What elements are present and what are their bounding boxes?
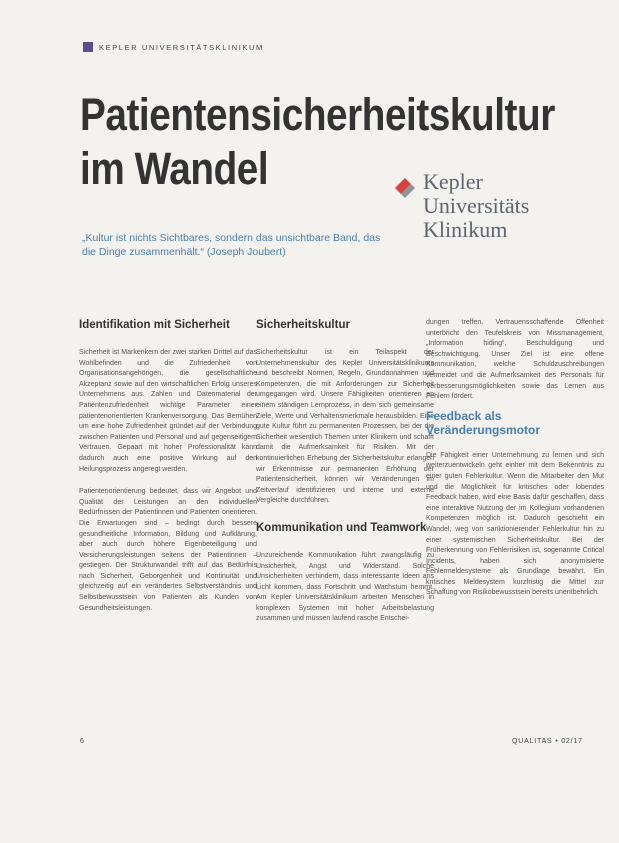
logo-wordmark xyxy=(423,170,583,242)
intro-quote: „Kultur ist nichts Sichtbares, sondern das unsichtbare Band, das die Dinge zusammenhält.“ (Joseph Joubert) xyxy=(82,232,381,258)
heading-identifikation: Identifikation mit Sicherheit xyxy=(79,319,230,331)
heading-feedback: Feedback als Veränderungsmotor xyxy=(426,408,541,437)
paragraph: Die Fähigkeit einer Unternehmung zu lernen und sich weiterzuentwickeln geht einher mit dem Bekenntnis zu einer guten Fehlerkultur. Wenn die Mitarbeiter den Mut und die Möglichkeit für kritisches oder lobendes Feedback haben, wird eine Basis dafür geschaffen, dass eine interaktive Nutzung der im Kollegium vorhandenen Kompetenzen möglich ist. Dadurch geschieht ein Wandel, weg von sanktionierender Fehlerkultur hin zu einer systemischen Sicherheitskultur. Bei der Früherkennung von Fehlerrisiken ist, sogenannte Critical Incidents, haben sich anonymisierte Fehlermeldesysteme als Grundlage bewährt. Ein kritisches Meldesystem kurzfristig die Mittel zur Schaffung von Risikobewusstsein bereits unentbehrlich. xyxy=(426,451,604,597)
paragraph: Unzureichende Kommunikation führt zwangsläufig zu Unsicherheit, Angst und Widerstand. Solche Unsicherheiten verhindern, dass interessante Ideen ans Licht kommen, dass Fortschritt und Wachstum hemmt. Am Kepler Universitätsklinikum arbeiten Menschen in komplexen Systemen mit hoher Arbeitsbelastung zusammen und müssen laufend rasche Entschei- xyxy=(256,551,434,623)
heading-kommunikation: Kommunikation und Teamwork xyxy=(256,521,427,534)
section-label: KEPLER UNIVERSITÄTSKLINIKUM xyxy=(99,42,264,52)
paragraph: Sicherheitskultur ist ein Teilaspekt der Unternehmenskultur des Kepler Universitätsklinikums und beschreibt Normen, Regeln, Grundannahmen und Kompetenzen, die mit Anforderungen zur Sicherheit umgegangen wird. Unsere Fähigkeiten orientieren an einem ständigen Lernprozess, in dem sich gemeinsame Ziele, Werte und Verhaltensmerkmale herausbilden. Eine gute Kultur führt zu permanenten Prozessen, bei der die Sicherheit wesentlich Themen unter Klinikern und schafft damit die Aufmerksamkeit für Risiken. Mit der kontinuierlichen Erhebung der Sicherheitskultur erlangen wir Erkenntnisse zur permanenten Erhöhung der Patientensicherheit, können wir Veränderungen im Zeitverlauf identifizieren und interne und externe Vergleiche durchführen. xyxy=(256,349,434,505)
page-number: 6 xyxy=(80,738,84,745)
issue-label: QUALITAS • 02/17 xyxy=(512,738,583,745)
heading-sicherheitskultur: Sicherheitskultur xyxy=(256,319,350,331)
column-1 xyxy=(79,318,257,626)
paragraph: dungen treffen. Vertrauensschaffende Offenheit unterbricht den Teufelskreis von Missmanagement, „Information hiding“, Beschuldigung und Beschwichtigung. Unser Ziel ist eine offene Kommunikation, welche Schuldzuschreibungen vermeidet und die Aufmerksamkeit des Personals für Verbesserungsmöglichkeiten sowie das Lernen aus Fehlern fördert. xyxy=(426,319,604,401)
logo-line-1: Kepler xyxy=(423,169,483,194)
column-2 xyxy=(256,318,434,637)
logo-line-3: Klinikum xyxy=(423,217,508,242)
column-3 xyxy=(426,318,604,611)
header-square-icon xyxy=(83,42,93,52)
paragraph: Patientenorientierung bedeutet, dass wir Angebot und Qualität der Leistungen an den individuellen Bedürfnissen der Patientinnen und Patienten orientieren. Die Erwartungen sind – bedingt durch bessere gesundheitliche Information, Bildung und Aufklärung, aber auch durch höhere Eigenbeteiligung und Versicherungsleistungen seitens der Patientinnen – gestiegen. Der Strukturwandel trifft auf das Bedürfnis nach Sicherheit, Geborgenheit und Kontinuität und gleichzeitig auf ein verändertes Selbstverständnis und Selbstbewusstsein von Patienten als Kunden von Gesundheitsleistungen. xyxy=(79,488,257,612)
section-header xyxy=(83,42,264,52)
logo-line-2: Universitäts xyxy=(423,193,530,218)
title-line-1: Patientensicherheitskultur xyxy=(80,89,555,140)
kepler-logo-icon xyxy=(393,176,417,200)
paragraph: Sicherheit ist Markenkern der zwei starken Drittel auf das Wohlbefinden und die Zufriedenheit von Organisationsangehörigen, die gesellschaftliche Akzeptanz sowie auf den wirtschaftlichen Erfolg unseres Unternehmens aus. Zahlen und Datenmaterial der Patientenzufriedenheit wichtige Parameter einer patientenorientierten Krankenversorgung. Das Bemühen um eine hohe Zufriedenheit gründet auf der Verbindung zwischen Patienten und Personal und auf gegenseitigem Vertrauen. Gepaart mit hoher Professionalität kann dadurch auch eine positive Wirkung auf den Heilungsprozess angeregt werden. xyxy=(79,349,257,473)
title-line-2: im Wandel xyxy=(80,143,269,194)
